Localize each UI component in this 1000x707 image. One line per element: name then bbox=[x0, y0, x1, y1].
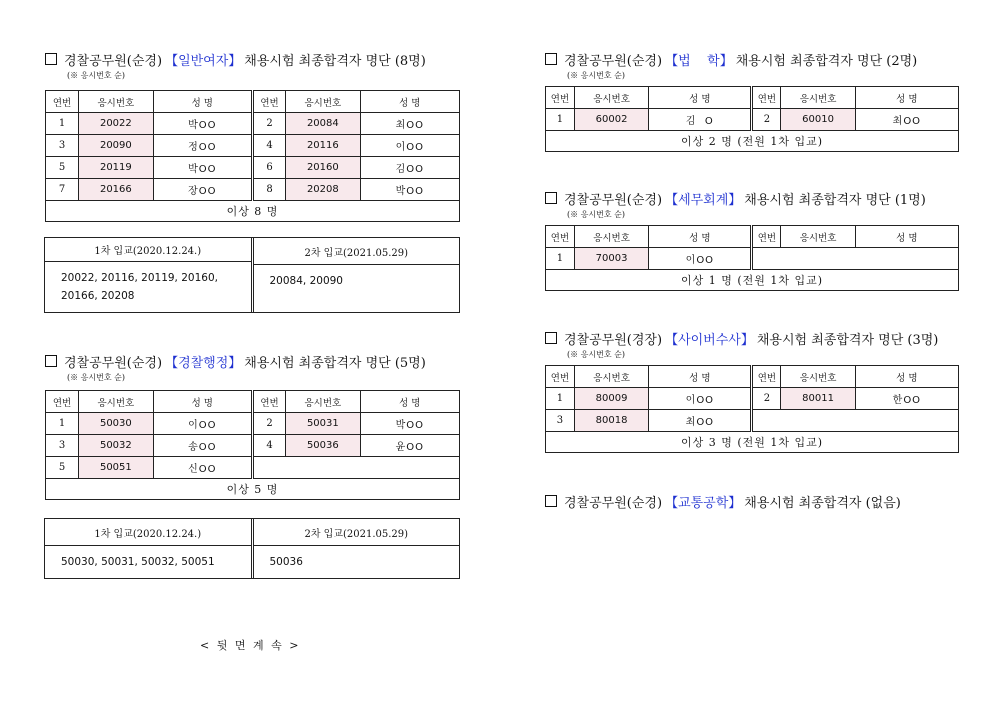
exam-number-cell: 20090 bbox=[79, 135, 154, 157]
col-header: 응시번호 bbox=[781, 366, 855, 388]
col-header: 성 명 bbox=[649, 87, 752, 109]
exam-number-cell: 50031 bbox=[286, 413, 361, 435]
col-header: 응시번호 bbox=[286, 91, 361, 113]
table-row bbox=[46, 157, 460, 179]
admission-second-list: 50036 bbox=[269, 556, 303, 568]
table-header-row bbox=[546, 226, 959, 248]
heading-prefix: 경찰공무원(경장) bbox=[564, 332, 663, 348]
col-header: 성 명 bbox=[153, 91, 252, 113]
col-header: 성 명 bbox=[855, 87, 958, 109]
exam-number-cell: 20166 bbox=[79, 179, 154, 201]
seq-cell: 1 bbox=[46, 413, 79, 435]
name-cell: 이OO bbox=[360, 135, 459, 157]
seq-cell: 1 bbox=[546, 248, 575, 270]
name-cell: 이OO bbox=[153, 413, 252, 435]
col-header: 성 명 bbox=[153, 391, 252, 413]
total-row bbox=[546, 270, 959, 291]
col-header: 응시번호 bbox=[286, 391, 361, 413]
total-count: 이상 3 명 (전원 1차 입교) bbox=[546, 432, 959, 453]
total-count: 이상 5 명 bbox=[46, 479, 460, 500]
checkbox-square-icon bbox=[545, 332, 557, 344]
roster-table bbox=[45, 390, 460, 500]
seq-cell: 2 bbox=[752, 109, 781, 131]
order-note: (※ 응시번호 순) bbox=[567, 210, 625, 219]
section-heading bbox=[45, 352, 460, 370]
name-cell: 박OO bbox=[360, 179, 459, 201]
roster-table bbox=[545, 365, 959, 453]
section-general bbox=[45, 50, 460, 222]
col-header: 성 명 bbox=[855, 226, 958, 248]
heading-category: 【사이버수사】 bbox=[665, 332, 754, 348]
col-header: 연번 bbox=[252, 91, 285, 113]
table-row bbox=[546, 388, 959, 410]
empty-cell bbox=[752, 248, 959, 270]
seq-cell: 5 bbox=[46, 457, 79, 479]
checkbox-square-icon bbox=[545, 53, 557, 65]
heading-suffix: 채용시험 최종합격자 명단 (3명) bbox=[756, 332, 939, 348]
table-row bbox=[546, 248, 959, 270]
col-header: 연번 bbox=[252, 391, 285, 413]
checkbox-square-icon bbox=[45, 53, 57, 65]
col-header: 응시번호 bbox=[574, 366, 648, 388]
admission-second-list: 20084, 20090 bbox=[269, 275, 343, 287]
seq-cell: 2 bbox=[752, 388, 781, 410]
name-cell: 김OO bbox=[360, 157, 459, 179]
total-count: 이상 2 명 (전원 1차 입교) bbox=[546, 131, 959, 152]
col-header: 응시번호 bbox=[79, 391, 154, 413]
seq-cell: 2 bbox=[252, 113, 285, 135]
seq-cell: 3 bbox=[46, 435, 79, 457]
heading-prefix: 경찰공무원(순경) bbox=[564, 495, 663, 511]
col-header: 응시번호 bbox=[781, 87, 855, 109]
heading-prefix: 경찰공무원(순경) bbox=[564, 53, 663, 69]
table-row bbox=[46, 135, 460, 157]
seq-cell: 2 bbox=[252, 413, 285, 435]
seq-cell: 1 bbox=[546, 388, 575, 410]
total-row bbox=[546, 131, 959, 152]
name-cell: 박OO bbox=[153, 157, 252, 179]
col-header: 연번 bbox=[546, 226, 575, 248]
admission-second bbox=[251, 238, 460, 312]
name-cell: 송OO bbox=[153, 435, 252, 457]
col-header: 성 명 bbox=[649, 366, 752, 388]
table-row bbox=[46, 179, 460, 201]
seq-cell: 3 bbox=[546, 410, 575, 432]
col-header: 응시번호 bbox=[79, 91, 154, 113]
name-cell: 장OO bbox=[153, 179, 252, 201]
section-heading bbox=[545, 329, 959, 347]
section-law bbox=[545, 50, 959, 152]
order-note: (※ 응시번호 순) bbox=[67, 71, 125, 80]
heading-suffix: 채용시험 최종합격자 (없음) bbox=[744, 495, 901, 511]
order-note: (※ 응시번호 순) bbox=[567, 71, 625, 80]
table-header-row bbox=[546, 87, 959, 109]
heading-prefix: 경찰공무원(순경) bbox=[64, 355, 163, 371]
exam-number-cell: 20160 bbox=[286, 157, 361, 179]
name-cell: 윤OO bbox=[360, 435, 459, 457]
checkbox-square-icon bbox=[45, 355, 57, 367]
heading-category: 【교통공학】 bbox=[665, 495, 742, 511]
admission-first bbox=[45, 519, 251, 578]
heading-category: 【법 학】 bbox=[665, 53, 733, 69]
table-row bbox=[46, 113, 460, 135]
table-row bbox=[546, 410, 959, 432]
name-cell: 최OO bbox=[360, 113, 459, 135]
heading-category: 【일반여자】 bbox=[165, 53, 242, 69]
admission-first-list: 20022, 20116, 20119, 20160, 20166, 20208 bbox=[61, 272, 218, 302]
section-cyber bbox=[545, 329, 959, 453]
exam-number-cell: 50032 bbox=[79, 435, 154, 457]
col-header: 성 명 bbox=[360, 391, 459, 413]
seq-cell: 4 bbox=[252, 435, 285, 457]
total-row bbox=[546, 432, 959, 453]
exam-number-cell: 60002 bbox=[574, 109, 648, 131]
admission-box-admin bbox=[44, 518, 460, 579]
name-cell: 최OO bbox=[855, 109, 958, 131]
seq-cell: 1 bbox=[546, 109, 575, 131]
roster-table bbox=[45, 90, 460, 222]
table-row bbox=[46, 413, 460, 435]
heading-category: 【세무회계】 bbox=[665, 192, 742, 208]
table-row bbox=[46, 435, 460, 457]
exam-number-cell: 50051 bbox=[79, 457, 154, 479]
col-header: 응시번호 bbox=[574, 87, 648, 109]
seq-cell: 3 bbox=[46, 135, 79, 157]
col-header: 연번 bbox=[752, 226, 781, 248]
seq-cell: 8 bbox=[252, 179, 285, 201]
col-header: 연번 bbox=[46, 91, 79, 113]
table-row bbox=[546, 109, 959, 131]
exam-number-cell: 70003 bbox=[574, 248, 648, 270]
seq-cell: 4 bbox=[252, 135, 285, 157]
name-cell: 박OO bbox=[153, 113, 252, 135]
name-cell: 최OO bbox=[649, 410, 752, 432]
table-row bbox=[46, 457, 460, 479]
heading-prefix: 경찰공무원(순경) bbox=[564, 192, 663, 208]
total-count: 이상 8 명 bbox=[46, 201, 460, 222]
heading-prefix: 경찰공무원(순경) bbox=[64, 53, 163, 69]
col-header: 연번 bbox=[46, 391, 79, 413]
empty-cell bbox=[752, 410, 959, 432]
section-heading bbox=[545, 492, 959, 510]
total-count: 이상 1 명 (전원 1차 입교) bbox=[546, 270, 959, 291]
heading-suffix: 채용시험 최종합격자 명단 (1명) bbox=[744, 192, 926, 208]
heading-category: 【경찰행정】 bbox=[165, 355, 242, 371]
section-tax bbox=[545, 189, 959, 291]
name-cell: 김 O bbox=[649, 109, 752, 131]
heading-suffix: 채용시험 최종합격자 명단 (8명) bbox=[244, 53, 426, 69]
name-cell: 정OO bbox=[153, 135, 252, 157]
col-header: 응시번호 bbox=[781, 226, 855, 248]
col-header: 연번 bbox=[752, 366, 781, 388]
checkbox-square-icon bbox=[545, 192, 557, 204]
name-cell: 이OO bbox=[649, 248, 752, 270]
admission-first-label: 1차 입교(2020.12.24.) bbox=[45, 519, 251, 546]
exam-number-cell: 80011 bbox=[781, 388, 855, 410]
admission-first-list: 50030, 50031, 50032, 50051 bbox=[61, 556, 215, 568]
admission-second-label: 2차 입교(2021.05.29) bbox=[254, 519, 460, 546]
exam-number-cell: 60010 bbox=[781, 109, 855, 131]
checkbox-square-icon bbox=[545, 495, 557, 507]
col-header: 성 명 bbox=[360, 91, 459, 113]
continued-footer: < 뒷 면 계 속 > bbox=[200, 639, 301, 652]
roster-table bbox=[545, 86, 959, 152]
table-header-row bbox=[46, 91, 460, 113]
name-cell: 신OO bbox=[153, 457, 252, 479]
table-header-row bbox=[46, 391, 460, 413]
name-cell: 한OO bbox=[855, 388, 958, 410]
exam-number-cell: 20208 bbox=[286, 179, 361, 201]
total-row bbox=[46, 201, 460, 222]
exam-number-cell: 20119 bbox=[79, 157, 154, 179]
seq-cell: 7 bbox=[46, 179, 79, 201]
admission-first bbox=[45, 238, 251, 312]
admission-box-general bbox=[44, 237, 460, 313]
seq-cell: 5 bbox=[46, 157, 79, 179]
heading-suffix: 채용시험 최종합격자 명단 (2명) bbox=[735, 53, 918, 69]
exam-number-cell: 80009 bbox=[574, 388, 648, 410]
col-header: 연번 bbox=[546, 87, 575, 109]
section-traffic bbox=[545, 492, 959, 510]
admission-second-label: 2차 입교(2021.05.29) bbox=[254, 238, 460, 265]
exam-number-cell: 20084 bbox=[286, 113, 361, 135]
empty-cell bbox=[252, 457, 459, 479]
section-admin bbox=[45, 352, 460, 500]
section-heading bbox=[545, 50, 959, 68]
col-header: 연번 bbox=[752, 87, 781, 109]
col-header: 성 명 bbox=[649, 226, 752, 248]
col-header: 연번 bbox=[546, 366, 575, 388]
exam-number-cell: 50030 bbox=[79, 413, 154, 435]
order-note: (※ 응시번호 순) bbox=[567, 350, 625, 359]
admission-second bbox=[251, 519, 460, 578]
exam-number-cell: 20022 bbox=[79, 113, 154, 135]
exam-number-cell: 50036 bbox=[286, 435, 361, 457]
name-cell: 이OO bbox=[649, 388, 752, 410]
exam-number-cell: 80018 bbox=[574, 410, 648, 432]
section-heading bbox=[545, 189, 959, 207]
total-row bbox=[46, 479, 460, 500]
roster-table bbox=[545, 225, 959, 291]
name-cell: 박OO bbox=[360, 413, 459, 435]
section-heading bbox=[45, 50, 460, 68]
heading-suffix: 채용시험 최종합격자 명단 (5명) bbox=[244, 355, 426, 371]
col-header: 응시번호 bbox=[574, 226, 648, 248]
admission-first-label: 1차 입교(2020.12.24.) bbox=[45, 238, 251, 262]
seq-cell: 6 bbox=[252, 157, 285, 179]
order-note: (※ 응시번호 순) bbox=[67, 373, 125, 382]
seq-cell: 1 bbox=[46, 113, 79, 135]
exam-number-cell: 20116 bbox=[286, 135, 361, 157]
col-header: 성 명 bbox=[855, 366, 958, 388]
table-header-row bbox=[546, 366, 959, 388]
